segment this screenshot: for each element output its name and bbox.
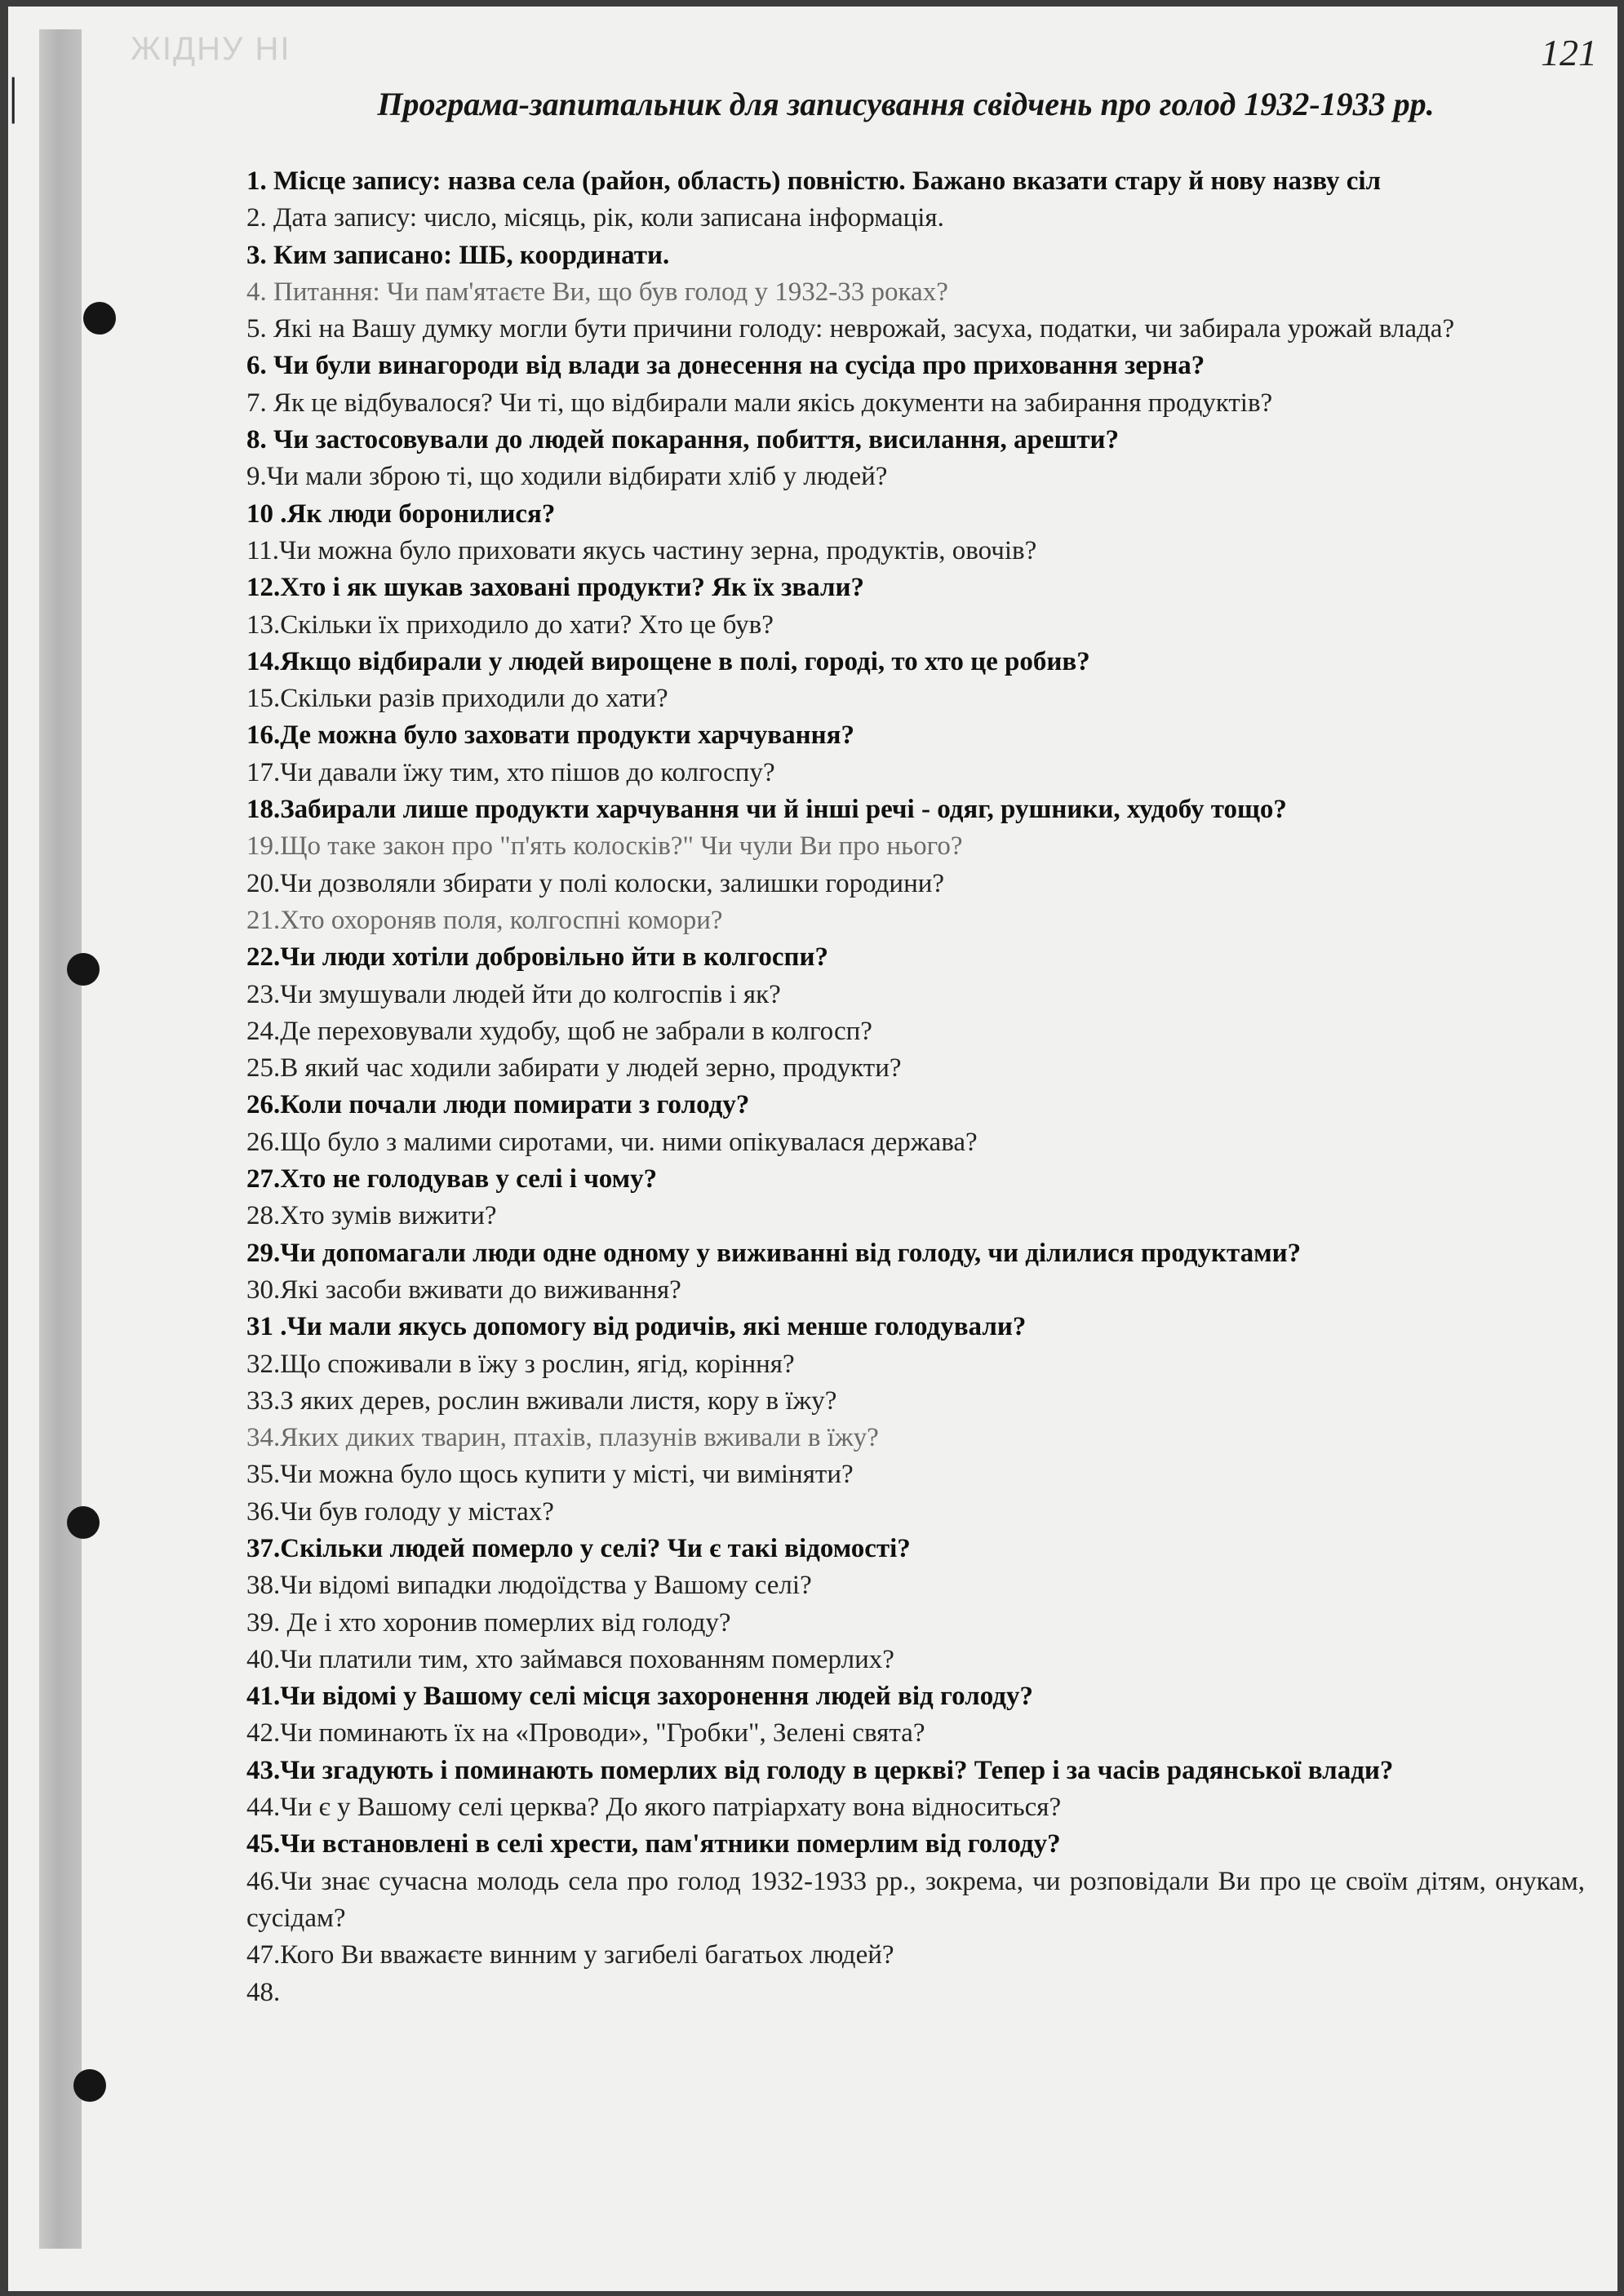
- question-item: 37.Скільки людей померло у селі? Чи є такі відомості?: [246, 1533, 911, 1563]
- question-item: 18.Забирали лише продукти харчування чи й інші речі - одяг, рушники, худобу тощо?: [246, 795, 1287, 825]
- question-item: 42.Чи поминають їх на «Проводи», "Гробки", Зелені свята?: [246, 1718, 925, 1749]
- question-item: 3. Ким записано: ШБ, координати.: [246, 240, 670, 270]
- question-item: 4. Питання: Чи пам'ятаєте Ви, що був голод у 1932-33 роках?: [246, 277, 948, 307]
- question-item: 11.Чи можна було приховати якусь частину зерна, продуктів, овочів?: [246, 535, 1037, 565]
- question-item: 36.Чи був голоду у містах?: [246, 1496, 554, 1527]
- question-item: 1. Місце запису: назва села (район, область) повністю. Бажано вказати стару й нову назву сіл: [246, 166, 1382, 196]
- question-item: 34.Яких диких тварин, птахів, плазунів вживали в їжу?: [246, 1423, 879, 1453]
- question-item: 33.З яких дерев, рослин вживали листя, кору в їжу?: [246, 1385, 837, 1416]
- question-item: 19.Що таке закон про "п'ять колосків?" Чи чули Ви про нього?: [246, 831, 963, 862]
- document-page: [8, 7, 1617, 2291]
- question-item: 41.Чи відомі у Вашому селі місця захоронення людей від голоду?: [246, 1682, 1033, 1712]
- question-item: 26.Коли почали люди помирати з голоду?: [246, 1090, 750, 1120]
- question-item: 48.: [246, 1977, 281, 2007]
- question-item: 10 .Як люди боронилися?: [246, 499, 556, 529]
- question-item: 27.Хто не голодував у селі і чому?: [246, 1164, 658, 1195]
- binding-mark: |: [8, 69, 19, 124]
- question-list: [246, 163, 1585, 2007]
- question-item: 40.Чи платили тим, хто займався похованням померлих?: [246, 1644, 894, 1674]
- question-item: 17.Чи давали їжу тим, хто пішов до колгоспу?: [246, 757, 775, 787]
- question-item: 16.Де можна було заховати продукти харчування?: [246, 720, 854, 751]
- question-item: 38.Чи відомі випадки людоїдства у Вашому селі?: [246, 1571, 812, 1601]
- question-item: 43.Чи згадують і поминають померлих від голоду в церкві? Тепер і за часів радянської влади?: [246, 1755, 1394, 1785]
- question-item: 20.Чи дозволяли збирати у полі колоски, залишки городини?: [246, 868, 945, 898]
- question-item: 45.Чи встановлені в селі хрести, пам'ятники померлим від голоду?: [246, 1829, 1061, 1859]
- question-item: 47.Кого Ви вважаєте винним у загибелі багатьох людей?: [246, 1940, 894, 1970]
- question-item: 14.Якщо відбирали у людей вирощене в полі, городі, то хто це робив?: [246, 646, 1090, 676]
- question-item: 29.Чи допомагали люди одне одному у виживанні від голоду, чи ділилися продуктами?: [246, 1238, 1302, 1268]
- question-item: 2. Дата запису: число, місяць, рік, коли записана інформація.: [246, 203, 944, 233]
- scan-gutter: [39, 29, 82, 2249]
- question-item: 32.Що споживали в їжу з рослин, ягід, коріння?: [246, 1349, 795, 1379]
- question-item: 24.Де переховували худобу, щоб не забрали в колгосп?: [246, 1016, 872, 1046]
- question-item: 13.Скільки їх приходило до хати? Хто це був?: [246, 609, 774, 640]
- question-item: 31 .Чи мали якусь допомогу від родичів, які менше голодували?: [246, 1312, 1027, 1342]
- question-item: 25.В який час ходили забирати у людей зерно, продукти?: [246, 1053, 902, 1084]
- question-item: 15.Скільки разів приходили до хати?: [246, 684, 668, 714]
- question-item: 44.Чи є у Вашому селі церква? До якого патріархату вона відноситься?: [246, 1793, 1062, 1823]
- question-item: 35.Чи можна було щось купити у місті, чи виміняти?: [246, 1460, 854, 1490]
- punch-hole-icon: [73, 2069, 106, 2102]
- question-item: 23.Чи змушували людей йти до колгоспів і як?: [246, 979, 781, 1009]
- corner-stamp: ЖІДНУ НІ: [131, 31, 291, 67]
- question-item: 30.Які засоби вживати до виживання?: [246, 1274, 681, 1305]
- page-number: 121: [1541, 32, 1597, 73]
- question-item: 5. Які на Вашу думку могли бути причини голоду: неврожай, засуха, податки, чи забирала урожай влада?: [246, 314, 1455, 344]
- question-item: 26.Що було з малими сиротами, чи. ними опікувалася держава?: [246, 1127, 978, 1157]
- question-item: 8. Чи застосовували до людей покарання, побиття, висилання, арешти?: [246, 425, 1120, 455]
- document-title: Програма-запитальник для записування свідчень про голод 1932-1933 рр.: [377, 86, 1435, 122]
- punch-hole-icon: [67, 953, 100, 986]
- question-item: 6. Чи були винагороди від влади за донесення на сусіда про приховання зерна?: [246, 351, 1205, 381]
- question-item: 39. Де і хто хоронив померлих від голоду?: [246, 1607, 731, 1638]
- punch-hole-icon: [83, 302, 116, 335]
- question-item: 7. Як це відбувалося? Чи ті, що відбирали мали якісь документи на забирання продуктів?: [246, 388, 1273, 418]
- question-item: 28.Хто зумів вижити?: [246, 1201, 497, 1231]
- question-item: 22.Чи люди хотіли добровільно йти в колгоспи?: [246, 942, 828, 973]
- punch-hole-icon: [67, 1506, 100, 1539]
- question-item: 21.Хто охороняв поля, колгоспні комори?: [246, 905, 723, 935]
- question-item: 46.Чи знає сучасна молодь села про голод 1932-1933 рр., зокрема, чи розповідали Ви про це своїм дітям, онукам, сусідам?: [246, 1866, 1585, 1933]
- question-item: 12.Хто і як шукав заховані продукти? Як їх звали?: [246, 573, 865, 603]
- question-item: 9.Чи мали зброю ті, що ходили відбирати хліб у людей?: [246, 462, 888, 492]
